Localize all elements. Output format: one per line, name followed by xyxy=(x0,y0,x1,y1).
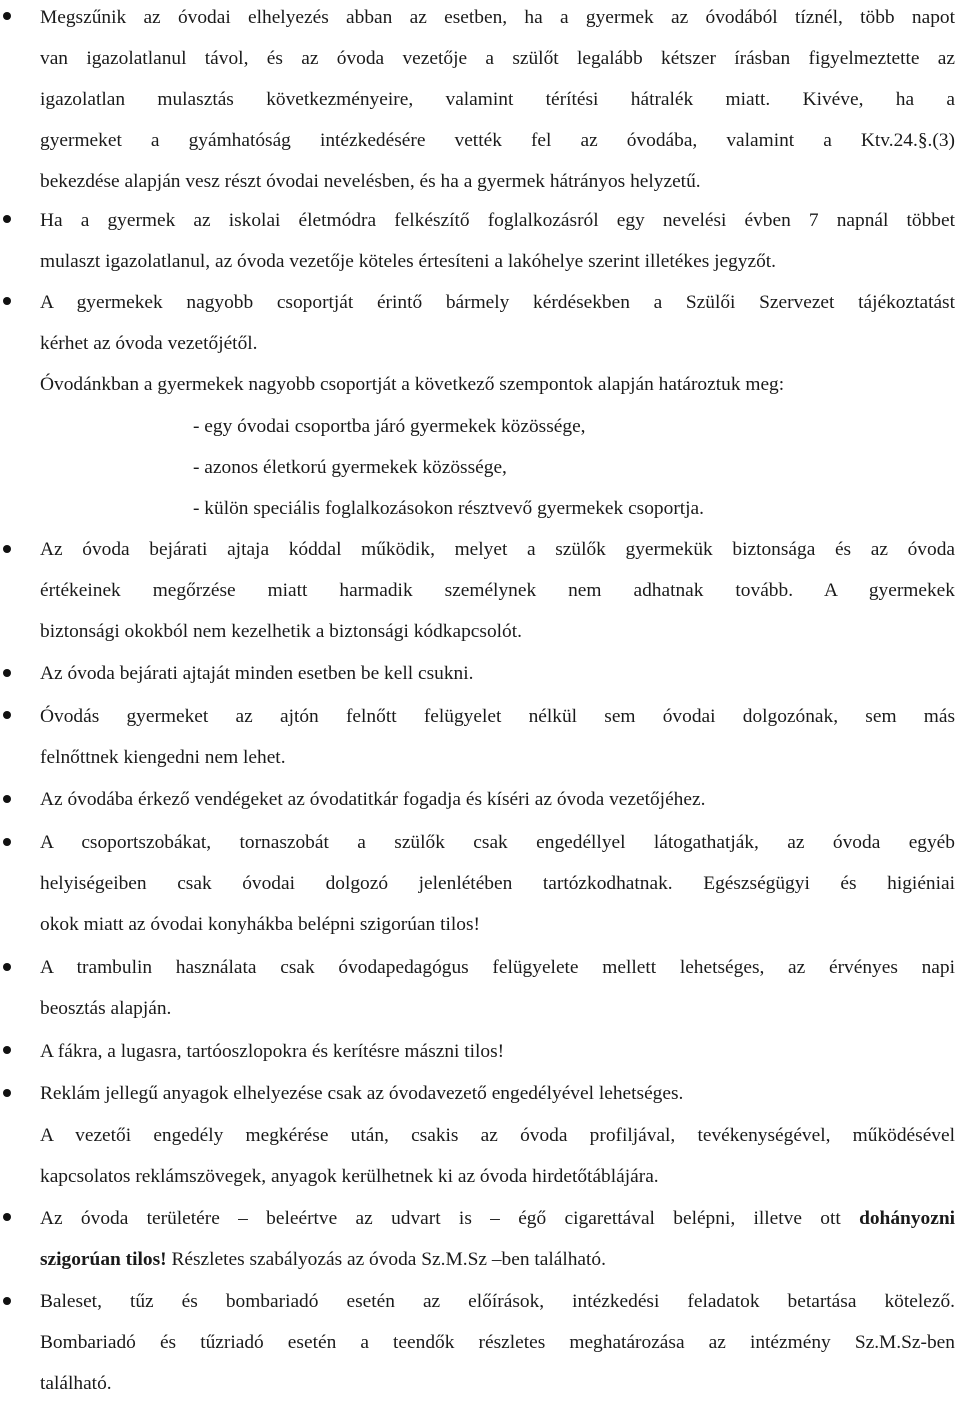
text-line: található. xyxy=(40,1373,112,1394)
text-line: okok miatt az óvodai konyhákba belépni szigorúan tilos! xyxy=(40,914,480,935)
text-line: biztonsági okokból nem kezelhetik a biztonsági kódkapcsolót. xyxy=(40,621,522,642)
text-line: kapcsolatos reklámszövegek, anyagok kerülhetnek ki az óvoda hirdetőtáblájára. xyxy=(40,1166,659,1187)
bullet xyxy=(3,669,11,677)
bullet xyxy=(3,795,11,803)
text-line xyxy=(40,1201,955,1237)
text-line: felnőttnek kiengedni nem lehet. xyxy=(40,747,286,768)
text-line: Az óvodába érkező vendégeket az óvodatitkár fogadja és kíséri az óvoda vezetőjéhez. xyxy=(40,789,706,810)
text-line: Óvodás gyermeket az ajtón felnőtt felügyelet nélkül sem óvodai dolgozónak, sem más xyxy=(40,706,955,727)
criteria-item: - külön speciális foglalkozásokon résztvevő gyermekek csoportja. xyxy=(193,498,705,519)
bullet xyxy=(3,1046,11,1054)
text-line: A fákra, a lugasra, tartóoszlopokra és kerítésre mászni tilos! xyxy=(40,1041,505,1062)
bullet xyxy=(3,1213,11,1221)
text-line: Reklám jellegű anyagok elhelyezése csak az óvodavezető engedélyével lehetséges. xyxy=(40,1083,684,1104)
text-line: gyermeket a gyámhatóság intézkedésére vették fel az óvodába, valamint a Ktv.24.§.(3) xyxy=(40,130,955,151)
bullet xyxy=(3,1297,11,1305)
bold-text: dohányozni xyxy=(859,1208,955,1229)
bullet xyxy=(3,215,11,223)
text-span: Az óvoda területére – beleértve az udvart is – égő cigarettával belépni, illetve ott xyxy=(40,1208,860,1229)
bullet xyxy=(3,963,11,971)
text-span: Részletes szabályozás az óvoda Sz.M.Sz –ben található. xyxy=(166,1249,606,1270)
bullet xyxy=(3,711,11,719)
text-line: Megszűnik az óvodai elhelyezés abban az esetben, ha a gyermek az óvodából tíznél, több napot xyxy=(40,7,955,28)
text-line: A csoportszobákat, tornaszobát a szülők csak engedéllyel látogathatják, az óvoda egyéb xyxy=(40,832,955,853)
bullet xyxy=(3,1089,11,1097)
text-line: Óvodánkban a gyermekek nagyobb csoportját a következő szempontok alapján határoztuk meg: xyxy=(40,374,785,395)
text-line: A vezetői engedély megkérése után, csakis az óvoda profiljával, tevékenységével, működésével xyxy=(40,1125,955,1146)
bullet xyxy=(3,838,11,846)
text-line: bekezdése alapján vesz részt óvodai nevelésben, és ha a gyermek hátrányos helyzetű. xyxy=(40,171,701,192)
text-line: Az óvoda bejárati ajtaját minden esetben be kell csukni. xyxy=(40,663,474,684)
text-line: igazolatlan mulasztás következményeire, valamint térítési hátralék miatt. Kivéve, ha a xyxy=(40,89,955,110)
text-line: A trambulin használata csak óvodapedagógus felügyelete mellett lehetséges, az érvényes napi xyxy=(40,957,955,978)
text-line: Az óvoda bejárati ajtaja kóddal működik, melyet a szülők gyermekük biztonsága és az óvoda xyxy=(40,539,955,560)
bullet xyxy=(3,12,11,20)
text-line: kérhet az óvoda vezetőjétől. xyxy=(40,333,258,354)
bullet xyxy=(3,297,11,305)
text-line: Ha a gyermek az iskolai életmódra felkészítő foglalkozásról egy nevelési évben 7 napnál többet xyxy=(40,210,955,231)
text-line xyxy=(40,1242,955,1278)
bullet xyxy=(3,545,11,553)
text-line: van igazolatlanul távol, és az óvoda vezetője a szülőt legalább kétszer írásban figyelmeztette az xyxy=(40,48,955,69)
text-line: A gyermekek nagyobb csoportját érintő bármely kérdésekben a Szülői Szervezet tájékoztatást xyxy=(40,292,955,313)
text-line: mulaszt igazolatlanul, az óvoda vezetője köteles értesíteni a lakóhelye szerint illetékes jegyzőt. xyxy=(40,251,777,272)
criteria-item: - azonos életkorú gyermekek közössége, xyxy=(193,457,507,478)
bold-text: szigorúan tilos! xyxy=(40,1249,167,1270)
text-line: beosztás alapján. xyxy=(40,998,172,1019)
text-line: helyiségeiben csak óvodai dolgozó jelenlétében tartózkodhatnak. Egészségügyi és higiéniai xyxy=(40,873,955,894)
text-line: Baleset, tűz és bombariadó esetén az előírások, intézkedési feladatok betartása kötelező. xyxy=(40,1291,955,1312)
text-line: Bombariadó és tűzriadó esetén a teendők részletes meghatározása az intézmény Sz.M.Sz-ben xyxy=(40,1332,955,1353)
text-line: értékeinek megőrzése miatt harmadik személynek nem adhatnak tovább. A gyermekek xyxy=(40,580,955,601)
criteria-item: - egy óvodai csoportba járó gyermekek közössége, xyxy=(193,416,586,437)
